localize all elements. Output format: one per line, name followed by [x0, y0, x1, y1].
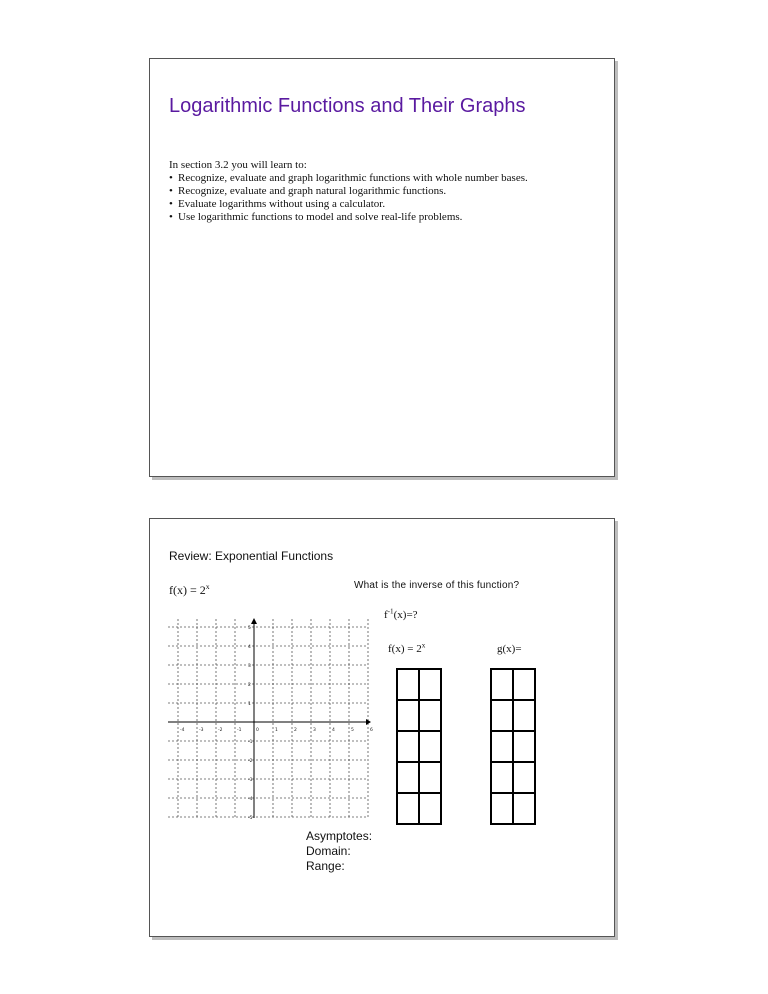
table-row — [397, 669, 441, 700]
x-tick-label: 6 — [370, 728, 373, 733]
table-cell — [513, 700, 535, 731]
table-cell — [513, 793, 535, 824]
objective-list — [169, 172, 609, 224]
y-tick-label: -1 — [248, 740, 253, 745]
table-cell — [491, 762, 513, 793]
x-axis-arrow — [366, 719, 371, 725]
table-cell — [513, 669, 535, 700]
x-tick-label: 4 — [332, 728, 335, 733]
table-cell — [397, 700, 419, 731]
list-item: • Recognize, evaluate and graph logarithmic functions with whole number bases. — [169, 172, 609, 185]
table-row — [491, 669, 535, 700]
table-cell — [491, 700, 513, 731]
y-tick-label: -5 — [248, 816, 253, 821]
x-tick-label: -1 — [237, 728, 242, 733]
table-cell — [397, 731, 419, 762]
table-f-base: f(x) = 2 — [388, 643, 422, 655]
slide-body — [169, 159, 609, 224]
table-cell — [491, 669, 513, 700]
x-tick-label: 1 — [275, 728, 278, 733]
function-base: f(x) = 2 — [169, 583, 206, 597]
table-cell — [513, 762, 535, 793]
table-cell — [397, 793, 419, 824]
y-tick-label: 2 — [248, 683, 251, 688]
y-axis-arrow — [251, 618, 257, 624]
table-row — [397, 762, 441, 793]
table-cell — [397, 762, 419, 793]
y-tick-label: 1 — [248, 702, 251, 707]
x-tick-label: 3 — [313, 728, 316, 733]
table-row — [397, 731, 441, 762]
table-cell — [491, 793, 513, 824]
table-f-label — [388, 643, 425, 655]
graph-notes — [306, 829, 372, 874]
x-tick-label: 2 — [294, 728, 297, 733]
table-cell — [419, 762, 441, 793]
tick-labels — [180, 625, 373, 821]
slide-title: Logarithmic Functions and Their Graphs — [169, 95, 526, 117]
table-g-label: g(x)= — [497, 643, 522, 655]
table-row — [491, 793, 535, 824]
list-item: • Evaluate logarithms without using a calculator. — [169, 198, 609, 211]
table-cell — [513, 731, 535, 762]
y-tick-label: -3 — [248, 778, 253, 783]
table-cell — [419, 669, 441, 700]
inverse-label — [384, 609, 418, 621]
table-row — [491, 762, 535, 793]
y-tick-label: 3 — [248, 664, 251, 669]
list-item: • Use logarithmic functions to model and solve real-life problems. — [169, 211, 609, 224]
table-row — [397, 700, 441, 731]
inverse-exponent: -1 — [387, 607, 394, 616]
inverse-f: f — [384, 609, 388, 621]
table-row — [491, 731, 535, 762]
function-label — [169, 583, 210, 598]
x-tick-label: 5 — [351, 728, 354, 733]
x-tick-label: -3 — [199, 728, 204, 733]
coordinate-grid — [168, 615, 372, 820]
x-tick-label: -4 — [180, 728, 185, 733]
table-cell — [419, 700, 441, 731]
domain-label: Domain: — [306, 844, 351, 858]
table-cell — [491, 731, 513, 762]
x-tick-label: 0 — [256, 728, 259, 733]
list-item: • Recognize, evaluate and graph natural logarithmic functions. — [169, 185, 609, 198]
table-g — [490, 668, 536, 825]
y-tick-label: -4 — [248, 797, 253, 802]
table-f-exponent: x — [421, 641, 426, 650]
x-tick-label: -2 — [218, 728, 223, 733]
asymptotes-label: Asymptotes: — [306, 829, 373, 843]
table-cell — [397, 669, 419, 700]
inverse-rest: (x)=? — [393, 609, 418, 621]
slide-1 — [149, 58, 615, 477]
table-row — [397, 793, 441, 824]
intro-text: In section 3.2 you will learn to: — [169, 159, 307, 171]
y-tick-label: 5 — [248, 626, 251, 631]
range-label: Range: — [306, 859, 345, 873]
table-f — [396, 668, 442, 825]
table-row — [491, 700, 535, 731]
slide-heading: Review: Exponential Functions — [169, 549, 334, 563]
y-tick-label: -2 — [248, 759, 253, 764]
table-cell — [419, 731, 441, 762]
inverse-question: What is the inverse of this function? — [354, 580, 520, 591]
table-cell — [419, 793, 441, 824]
grid-lines — [168, 619, 368, 818]
y-tick-label: 4 — [248, 645, 251, 650]
function-exponent: x — [205, 582, 210, 591]
slide-2 — [149, 518, 615, 937]
